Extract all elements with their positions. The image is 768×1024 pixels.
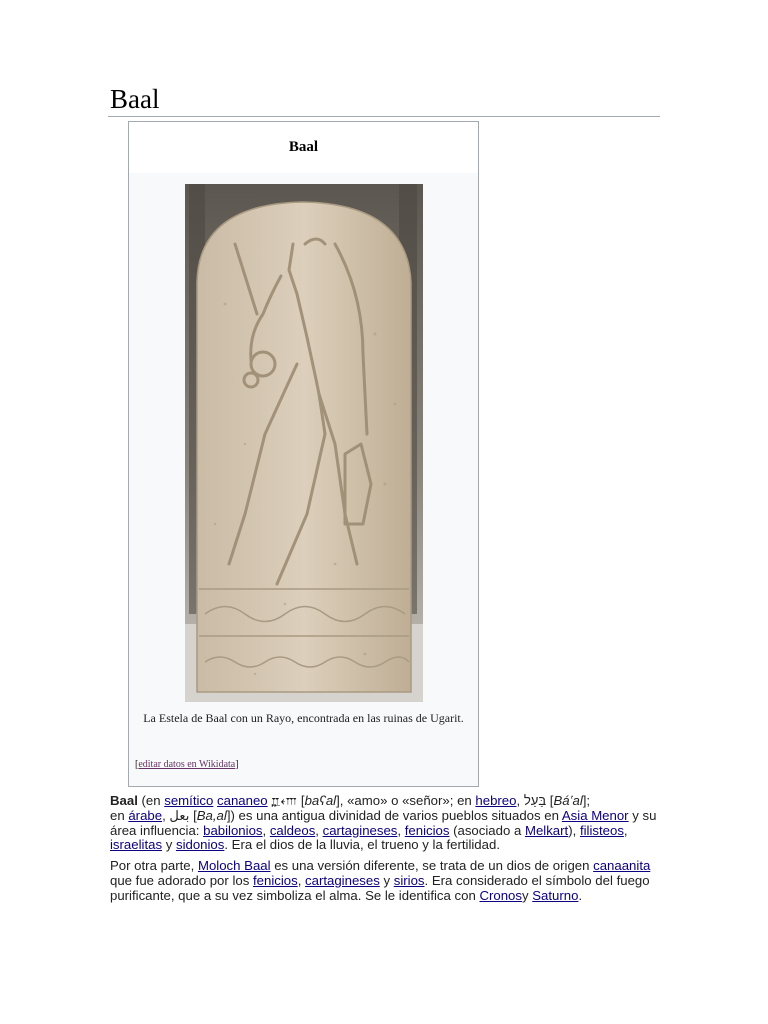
link-moloch-baal[interactable]: Moloch Baal [197, 858, 271, 874]
page-title: Baal [110, 84, 160, 114]
text: , [262, 822, 270, 838]
text: . Era considerado el símbolo del fuego purificante, que a su vez simboliza el alma. Se le identifica con [110, 872, 650, 903]
link-cronos[interactable]: Cronos [479, 887, 522, 903]
link-caldeos[interactable]: caldeos [269, 822, 316, 838]
transliteration: Báʽal [553, 793, 583, 808]
link-fenicios-2[interactable]: fenicios [252, 872, 298, 888]
link-sirios[interactable]: sirios [393, 872, 425, 888]
transliteration: Ba,al [196, 807, 227, 823]
link-melkart[interactable]: Melkart [524, 822, 569, 838]
wikidata-bracket-close: ] [235, 759, 239, 770]
text: y su área influencia: [110, 807, 657, 838]
infobox-title: Baal [129, 122, 478, 173]
link-cartagineses[interactable]: cartagineses [322, 822, 398, 838]
text: es una versión diferente, se trata de un dios de origen [270, 858, 594, 874]
term-bold: Baal [110, 793, 138, 808]
text: . Era el dios de la lluvia, el trueno y la fertilidad. [224, 837, 500, 853]
link-canaanita[interactable]: canaanita [593, 858, 651, 874]
text: , [297, 872, 306, 888]
text: ], «amo» o «señor»; en [336, 793, 476, 808]
link-cananeo[interactable]: cananeo [217, 793, 268, 808]
text: en [110, 807, 129, 823]
text: y [162, 837, 176, 853]
link-hebreo[interactable]: hebreo [475, 793, 517, 808]
wikidata-bracket-open: [ [135, 759, 139, 770]
text: (en [137, 793, 165, 808]
text: y [379, 872, 394, 888]
text: ), [568, 822, 580, 838]
text: y [521, 887, 533, 903]
link-filisteos[interactable]: filisteos [579, 822, 624, 838]
link-fenicios[interactable]: fenicios [404, 822, 450, 838]
text: . [578, 887, 583, 903]
wikidata-edit-link[interactable]: editar datos en Wikidata [138, 759, 236, 770]
link-saturno[interactable]: Saturno [532, 887, 579, 903]
text: , [315, 822, 323, 838]
text: que fue adorado por los [110, 872, 253, 888]
text: , بعل [ [162, 807, 197, 823]
infobox-image[interactable] [185, 184, 423, 702]
link-semitico[interactable]: semítico [164, 793, 214, 808]
article-body [110, 794, 665, 910]
infobox [128, 121, 479, 787]
text: ]) es una antigua divinidad de varios pueblos situados en [226, 807, 562, 823]
text: , בַּעַל [ [516, 793, 554, 808]
wikidata-edit [135, 759, 239, 770]
title-divider [108, 116, 660, 117]
text: 𐎁𐎓𐎍 [ [267, 793, 305, 808]
image-caption: La Estela de Baal con un Rayo, encontrada en las ruinas de Ugarit. [143, 711, 464, 725]
link-arabe[interactable]: árabe [128, 807, 163, 823]
link-sidonios[interactable]: sidonios [175, 837, 225, 853]
stele-image [185, 184, 423, 702]
link-cartagineses-2[interactable]: cartagineses [305, 872, 380, 888]
text: , [623, 822, 628, 838]
transliteration: baʕal [304, 793, 337, 808]
intro-paragraph [110, 794, 665, 853]
link-asia-menor[interactable]: Asia Menor [561, 807, 629, 823]
link-babilonios[interactable]: babilonios [203, 822, 263, 838]
text: (asociado a [449, 822, 525, 838]
link-israelitas[interactable]: israelitas [110, 837, 163, 853]
second-paragraph [110, 859, 665, 903]
text: , [397, 822, 405, 838]
text: ]; [582, 793, 591, 808]
text: Por otra parte, [110, 858, 198, 874]
